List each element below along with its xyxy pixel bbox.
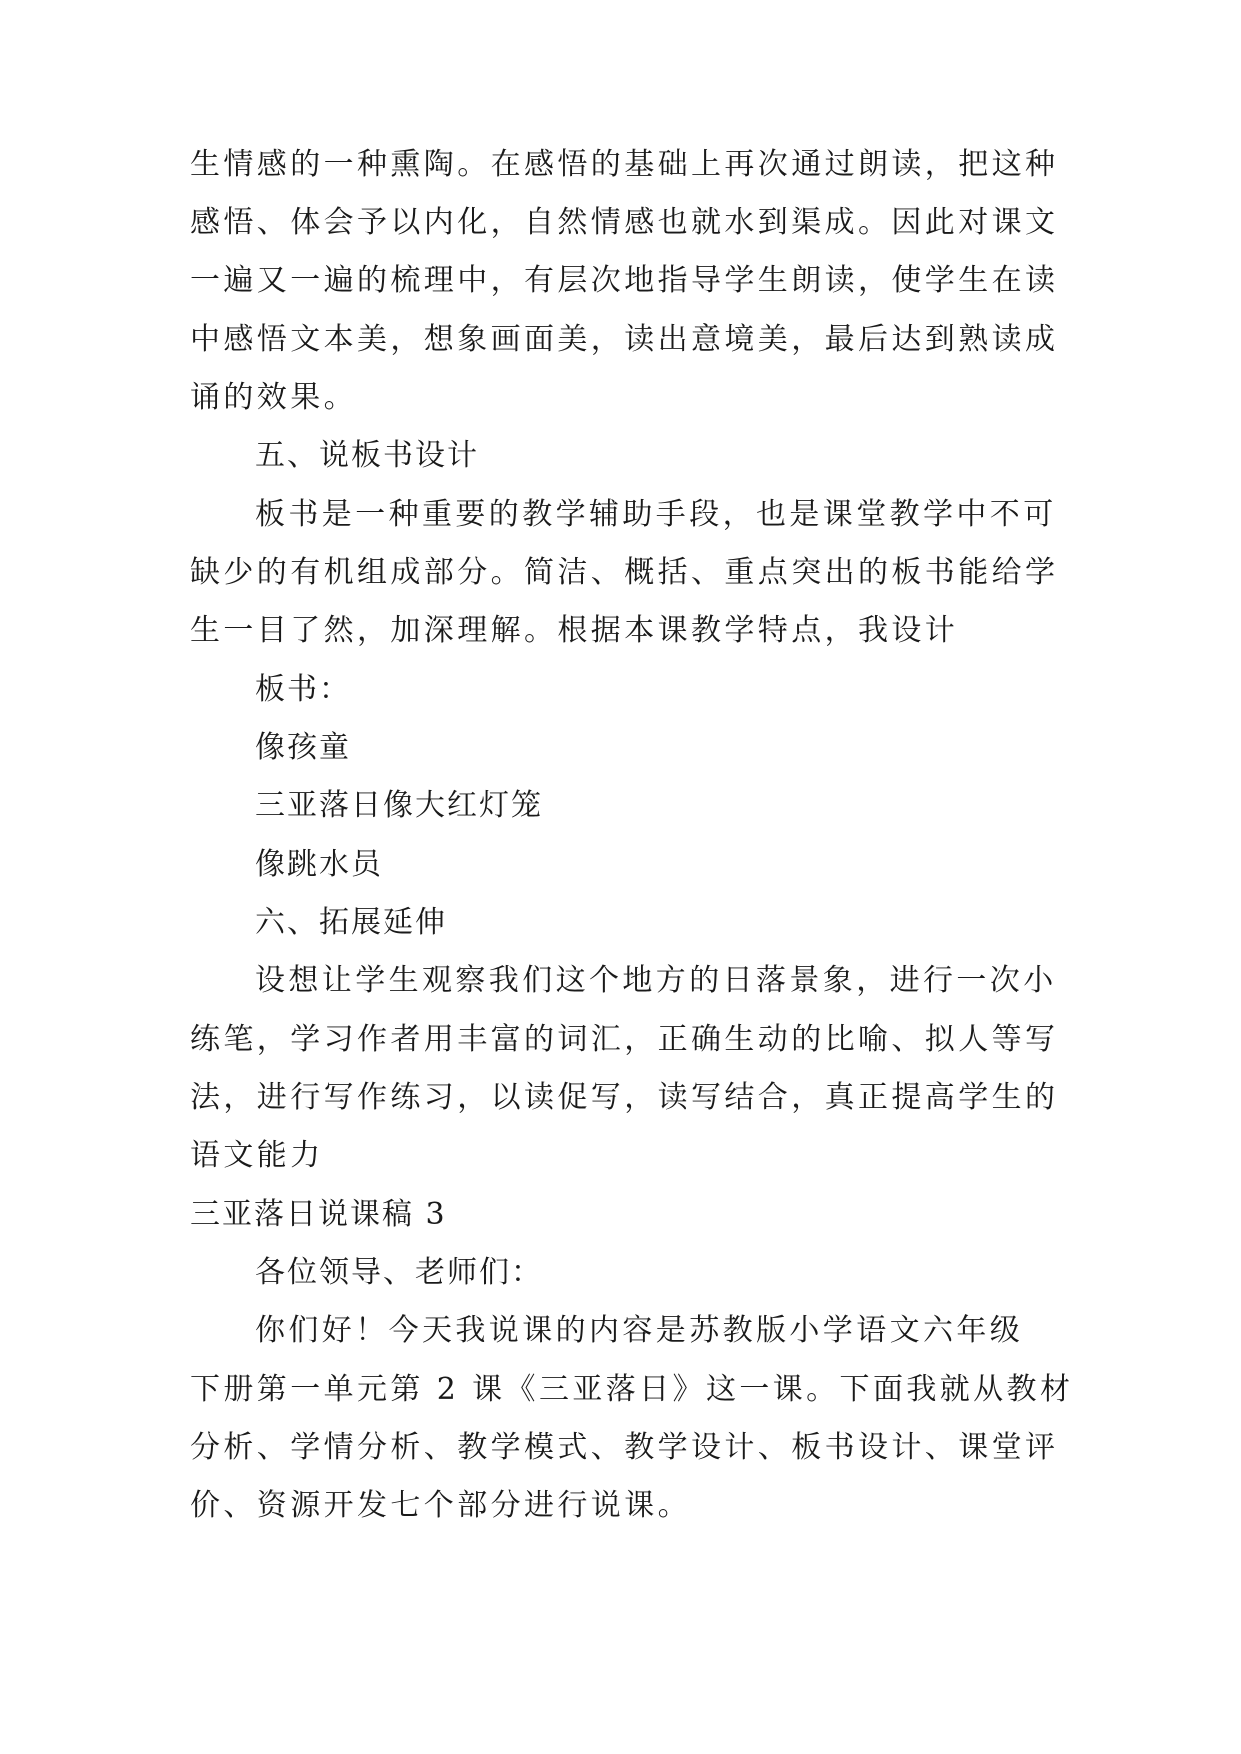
- paragraph-line: 设想让学生观察我们这个地方的日落景象，进行一次小: [255, 963, 1057, 998]
- paragraph-line: 生情感的一种熏陶。在感悟的基础上再次通过朗读，把这种: [190, 147, 1059, 182]
- salutation: 各位领导、老师们：: [255, 1255, 543, 1290]
- paragraph-line: 诵的效果。: [190, 380, 357, 415]
- paragraph-line: 下册第一单元第 2 课《三亚落日》这一课。下面我就从教材: [190, 1372, 1074, 1407]
- paragraph-line: 一遍又一遍的梳理中，有层次地指导学生朗读，使学生在读: [190, 263, 1059, 298]
- paragraph-line: 法，进行写作练习，以读促写，读写结合，真正提高学生的: [190, 1080, 1059, 1115]
- board-item: 像跳水员: [255, 847, 383, 882]
- paragraph-line: 价、资源开发七个部分进行说课。: [190, 1488, 691, 1523]
- paragraph-line: 板书是一种重要的教学辅助手段，也是课堂教学中不可: [255, 497, 1057, 532]
- board-item: 像孩童: [255, 730, 351, 765]
- section-heading: 六、拓展延伸: [255, 905, 447, 940]
- paragraph-line: 你们好！今天我说课的内容是苏教版小学语文六年级: [255, 1313, 1024, 1348]
- section-heading: 五、说板书设计: [255, 438, 479, 473]
- paragraph-line: 分析、学情分析、教学模式、教学设计、板书设计、课堂评: [190, 1430, 1059, 1465]
- board-label: 板书：: [255, 672, 351, 707]
- document-title: 三亚落日说课稿 3: [190, 1197, 447, 1232]
- paragraph-line: 缺少的有机组成部分。简洁、概括、重点突出的板书能给学: [190, 555, 1059, 590]
- paragraph-line: 语文能力: [190, 1138, 324, 1173]
- paragraph-line: 练笔，学习作者用丰富的词汇，正确生动的比喻、拟人等写: [190, 1022, 1059, 1057]
- paragraph-line: 感悟、体会予以内化，自然情感也就水到渠成。因此对课文: [190, 205, 1059, 240]
- paragraph-line: 生一目了然，加深理解。根据本课教学特点，我设计: [190, 613, 959, 648]
- board-item: 三亚落日像大红灯笼: [255, 788, 543, 823]
- paragraph-line: 中感悟文本美，想象画面美，读出意境美，最后达到熟读成: [190, 322, 1059, 357]
